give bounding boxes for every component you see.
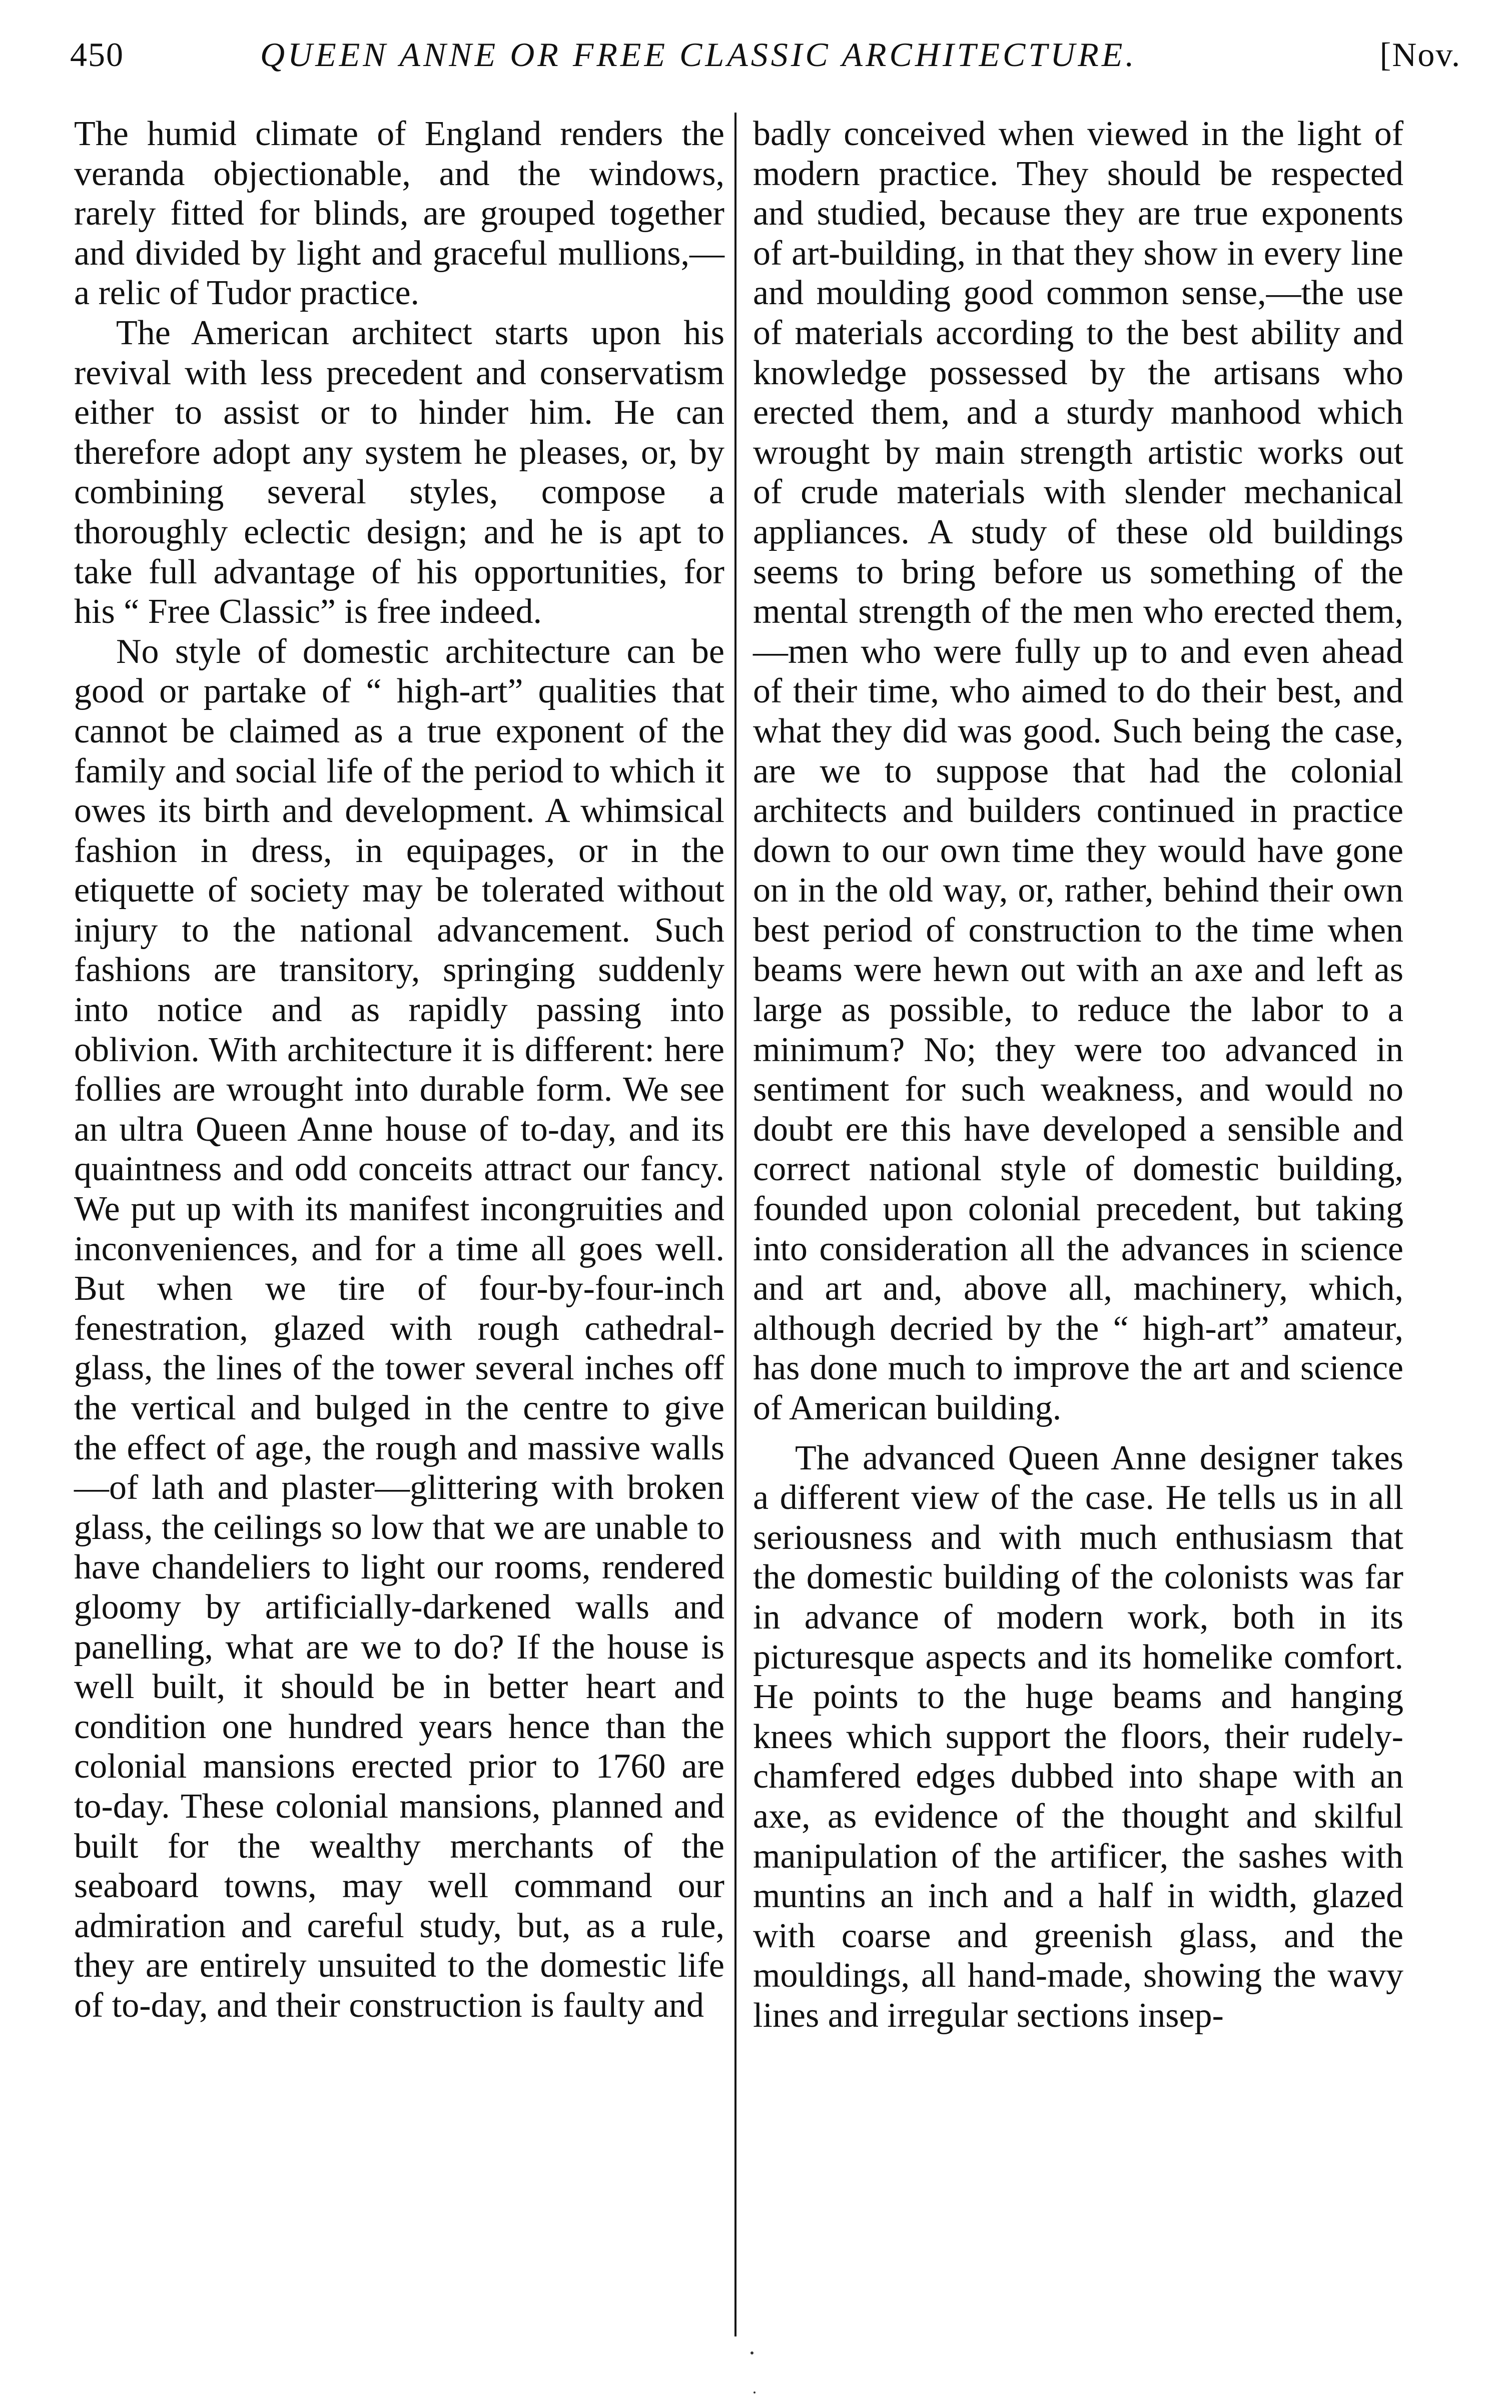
running-title: QUEEN ANNE OR FREE CLASSIC ARCHITECTURE. (260, 36, 1137, 74)
scan-speck (753, 2391, 755, 2393)
paragraph: The humid climate of England renders the veranda objectionable, and the windows, rarely fitted for blinds, are grouped together and divided by light and graceful mullions,—a relic of Tudor practice. (74, 115, 724, 313)
column-divider (734, 113, 736, 2336)
paragraph: No style of domestic architecture can be good or partake of “ high-art” qualities that cannot be claimed as a true exponent of the family and social life of the period to which it owes its birth and development. A whimsical fashion in dress, in equipages, or in the etiquette of society may be tolerated without injury to the national advancement. Such fashions are transitory, springing suddenly into notice and as rapidly passing into oblivion. With architecture it is different: here follies are wrought into durable form. We see an ultra Queen Anne house of to-day, and its quaintness and odd conceits attract our fancy. We put up with its manifest incongruities and inconveniences, and for a time all goes well. But when we tire of four-by-four-inch fenestration, glazed with rough cathedral-glass, the lines of the tower several inches off the vertical and bulged in the centre to give the effect of age, the rough and massive walls—of lath and plaster—glittering with broken glass, the ceilings so low that we are unable to have chandeliers to light our rooms, rendered gloomy by artificially-darkened walls and panelling, what are we to do? If the house is well built, it should be in better heart and condition one hundred years hence than the colonial mansions erected prior to 1760 are to-day. These colonial mansions, planned and built for the wealthy merchants of the seaboard towns, may well command our admiration and careful study, but, as a rule, they are entirely unsuited to the domestic life of to-day, and their construction is faulty and (74, 632, 724, 2025)
right-column (753, 114, 1403, 2036)
paragraph: The American architect starts upon his revival with less precedent and conservatism either to assist or to hinder him. He can therefore adopt any system he pleases, or, by combining several styles, compose a thoroughly eclectic design; and he is apt to take full advantage of his opportunities, for his “ Free Classic” is free indeed. (74, 313, 724, 631)
page-number: 450 (70, 36, 124, 74)
paragraph: The advanced Queen Anne designer takes a different view of the case. He tells us in all seriousness and with much enthusiasm that the domestic building of the colonists was far in advance of modern work, both in its picturesque aspects and its homelike comfort. He points to the huge beams and hanging knees which support the floors, their rudely-chamfered edges dubbed into shape with an axe, as evidence of the thought and skilful manipulation of the artificer, the sashes with muntins an inch and a half in width, glazed with coarse and greenish glass, and the mouldings, all hand-made, showing the wavy lines and irregular sections insep- (753, 1438, 1403, 2035)
running-header (70, 35, 1461, 90)
left-column (74, 114, 724, 2026)
paragraph: badly conceived when viewed in the light of modern practice. They should be respected and studied, because they are true exponents of art-building, in that they show in every line and moulding good common sense,—the use of materials according to the best ability and knowledge possessed by the artisans who erected them, and a sturdy manhood which wrought by main strength artistic works out of crude materials with slender mechanical appliances. A study of these old buildings seems to bring before us something of the mental strength of the men who erected them,—men who were fully up to and even ahead of their time, who aimed to do their best, and what they did was good. Such being the case, are we to suppose that had the colonial architects and builders continued in practice down to our own time they would have gone on in the old way, or, rather, behind their own best period of construction to the time when beams were hewn out with an axe and left as large as possible, to reduce the labor to a minimum? No; they were too advanced in sentiment for such weakness, and would no doubt ere this have developed a sensible and correct national style of domestic building, founded upon colonial precedent, but taking into consideration all the advances in science and art and, above all, machinery, which, although decried by the “ high-art” amateur, has done much to improve the art and science of American building. (753, 115, 1403, 1427)
running-month: [Nov. (1379, 36, 1461, 74)
scan-speck (750, 2351, 753, 2354)
